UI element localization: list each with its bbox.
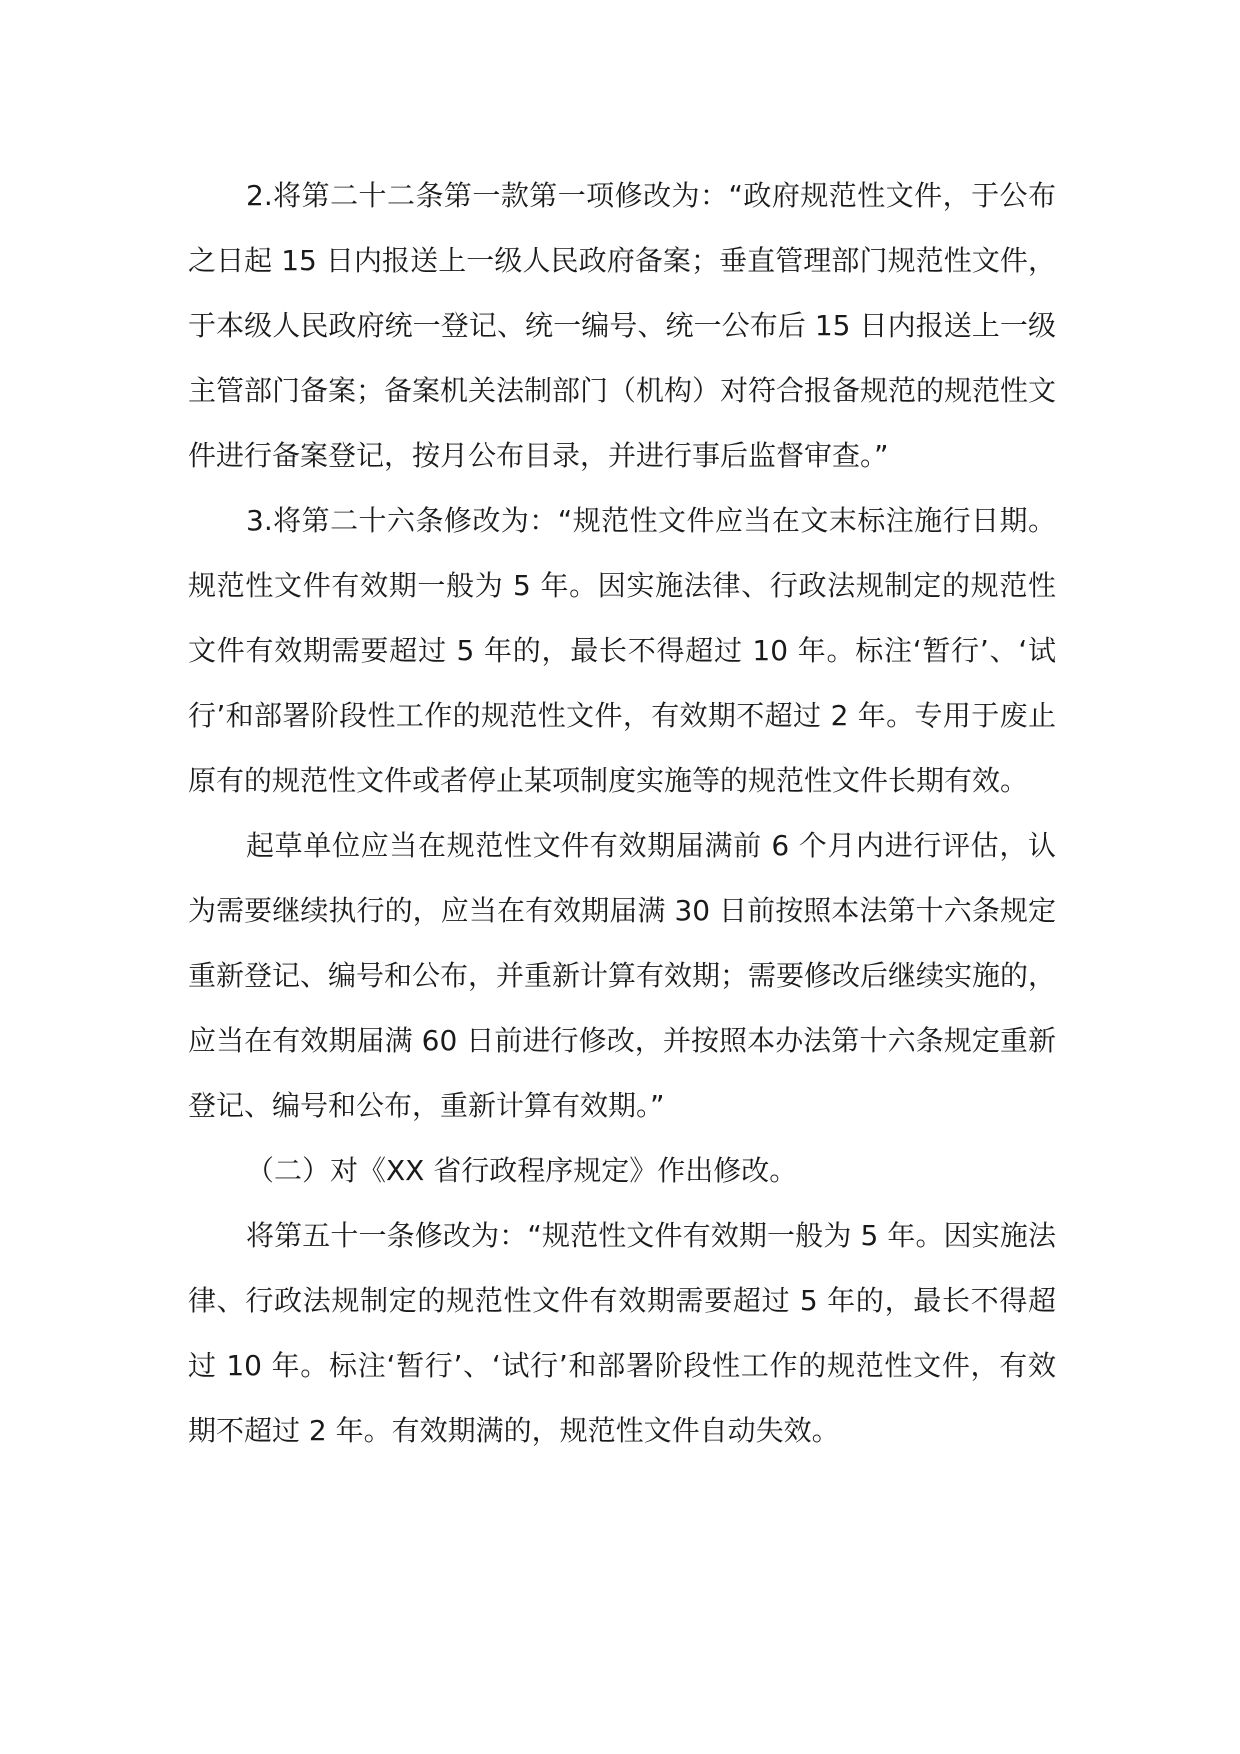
paragraph-section-heading: （二）对《XX 省行政程序规定》作出修改。	[246, 1154, 798, 1187]
paragraph-amendment-article-26: 3.将第二十六条修改为：“规范性文件应当在文末标注施行日期。规范性文件有效期一般为 5 年。因实施法律、行政法规制定的规范性文件有效期需要超过 5 年的，最长不得超过 10 年。标注‘暂行’、‘试行’和部署阶段性工作的规范性文件，有效期不超过 2 年。专用于废止原有的规范性文件或者停止某项制度实施等的规范性文件长期有效。	[188, 504, 1056, 797]
document-page	[188, 163, 1056, 1463]
paragraph-amendment-article-22: 2.将第二十二条第一款第一项修改为：“政府规范性文件，于公布之日起 15 日内报送上一级人民政府备案；垂直管理部门规范性文件，于本级人民政府统一登记、统一编号、统一公布后 15 日内报送上一级主管部门备案；备案机关法制部门（机构）对符合报备规范的规范性文件进行备案登记，按月公布目录，并进行事后监督审查。”	[188, 179, 1057, 472]
paragraph-evaluation-requirement: 起草单位应当在规范性文件有效期届满前 6 个月内进行评估，认为需要继续执行的，应当在有效期届满 30 日前按照本法第十六条规定重新登记、编号和公布，并重新计算有效期；需要修改后继续实施的，应当在有效期届满 60 日前进行修改，并按照本办法第十六条规定重新登记、编号和公布，重新计算有效期。”	[188, 829, 1057, 1122]
paragraph-amendment-article-51: 将第五十一条修改为：“规范性文件有效期一般为 5 年。因实施法律、行政法规制定的规范性文件有效期需要超过 5 年的，最长不得超过 10 年。标注‘暂行’、‘试行’和部署阶段性工作的规范性文件，有效期不超过 2 年。有效期满的，规范性文件自动失效。	[188, 1219, 1056, 1447]
